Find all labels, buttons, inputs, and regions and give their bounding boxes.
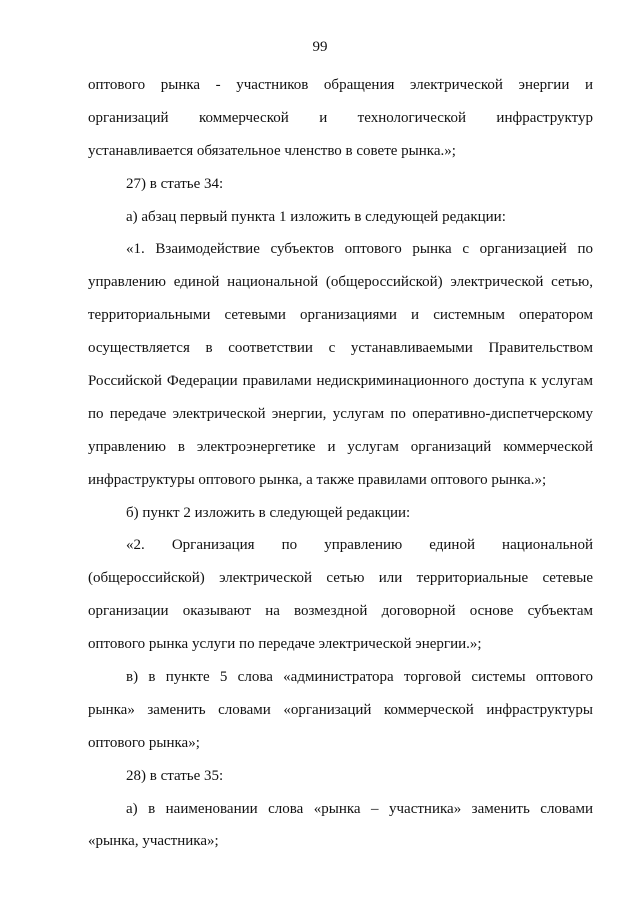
text-line: управлению в электроэнергетике и услугам организаций коммерческой: [88, 438, 593, 455]
text-line: 28) в статье 35:: [126, 767, 224, 784]
text-line: «рынка, участника»;: [88, 833, 219, 850]
text-line: по передаче электрической энергии, услугам по оперативно-диспетчерскому: [88, 405, 593, 422]
text-line: «1. Взаимодействие субъектов оптового рынка с организацией по: [126, 241, 593, 258]
text-line: 27) в статье 34:: [126, 175, 224, 192]
text-line: (общероссийской) электрической сетью или территориальные сетевые: [88, 570, 593, 587]
text-line: организаций коммерческой и технологической инфраструктур: [88, 109, 593, 126]
document-body: [88, 69, 593, 858]
text-line: рынка» заменить словами «организаций коммерческой инфраструктуры: [88, 701, 593, 718]
text-line: осуществляется в соответствии с устанавливаемыми Правительством: [88, 340, 593, 357]
text-line: в) в пункте 5 слова «администратора торговой системы оптового: [126, 669, 593, 686]
text-line: территориальными сетевыми организациями и системным оператором: [88, 307, 593, 324]
text-line: б) пункт 2 изложить в следующей редакции:: [126, 504, 411, 521]
text-line: а) в наименовании слова «рынка – участника» заменить словами: [126, 800, 593, 817]
text-line: оптового рынка услуги по передаче электрической энергии.»;: [88, 636, 482, 653]
text-line: инфраструктуры оптового рынка, а также правилами оптового рынка.»;: [88, 471, 547, 488]
text-line: а) абзац первый пункта 1 изложить в следующей редакции:: [126, 208, 506, 225]
text-line: управлению единой национальной (общероссийской) электрической сетью,: [88, 274, 593, 291]
text-line: оптового рынка»;: [88, 734, 200, 751]
text-line: Российской Федерации правилами недискриминационного доступа к услугам: [88, 373, 593, 390]
text-line: устанавливается обязательное членство в совете рынка.»;: [88, 142, 456, 159]
text-line: оптового рынка - участников обращения электрической энергии и: [88, 77, 593, 93]
text-line: организации оказывают на возмездной договорной основе субъектам: [88, 603, 593, 620]
page-number: 99: [312, 39, 328, 55]
text-line: «2. Организация по управлению единой национальной: [126, 537, 593, 554]
